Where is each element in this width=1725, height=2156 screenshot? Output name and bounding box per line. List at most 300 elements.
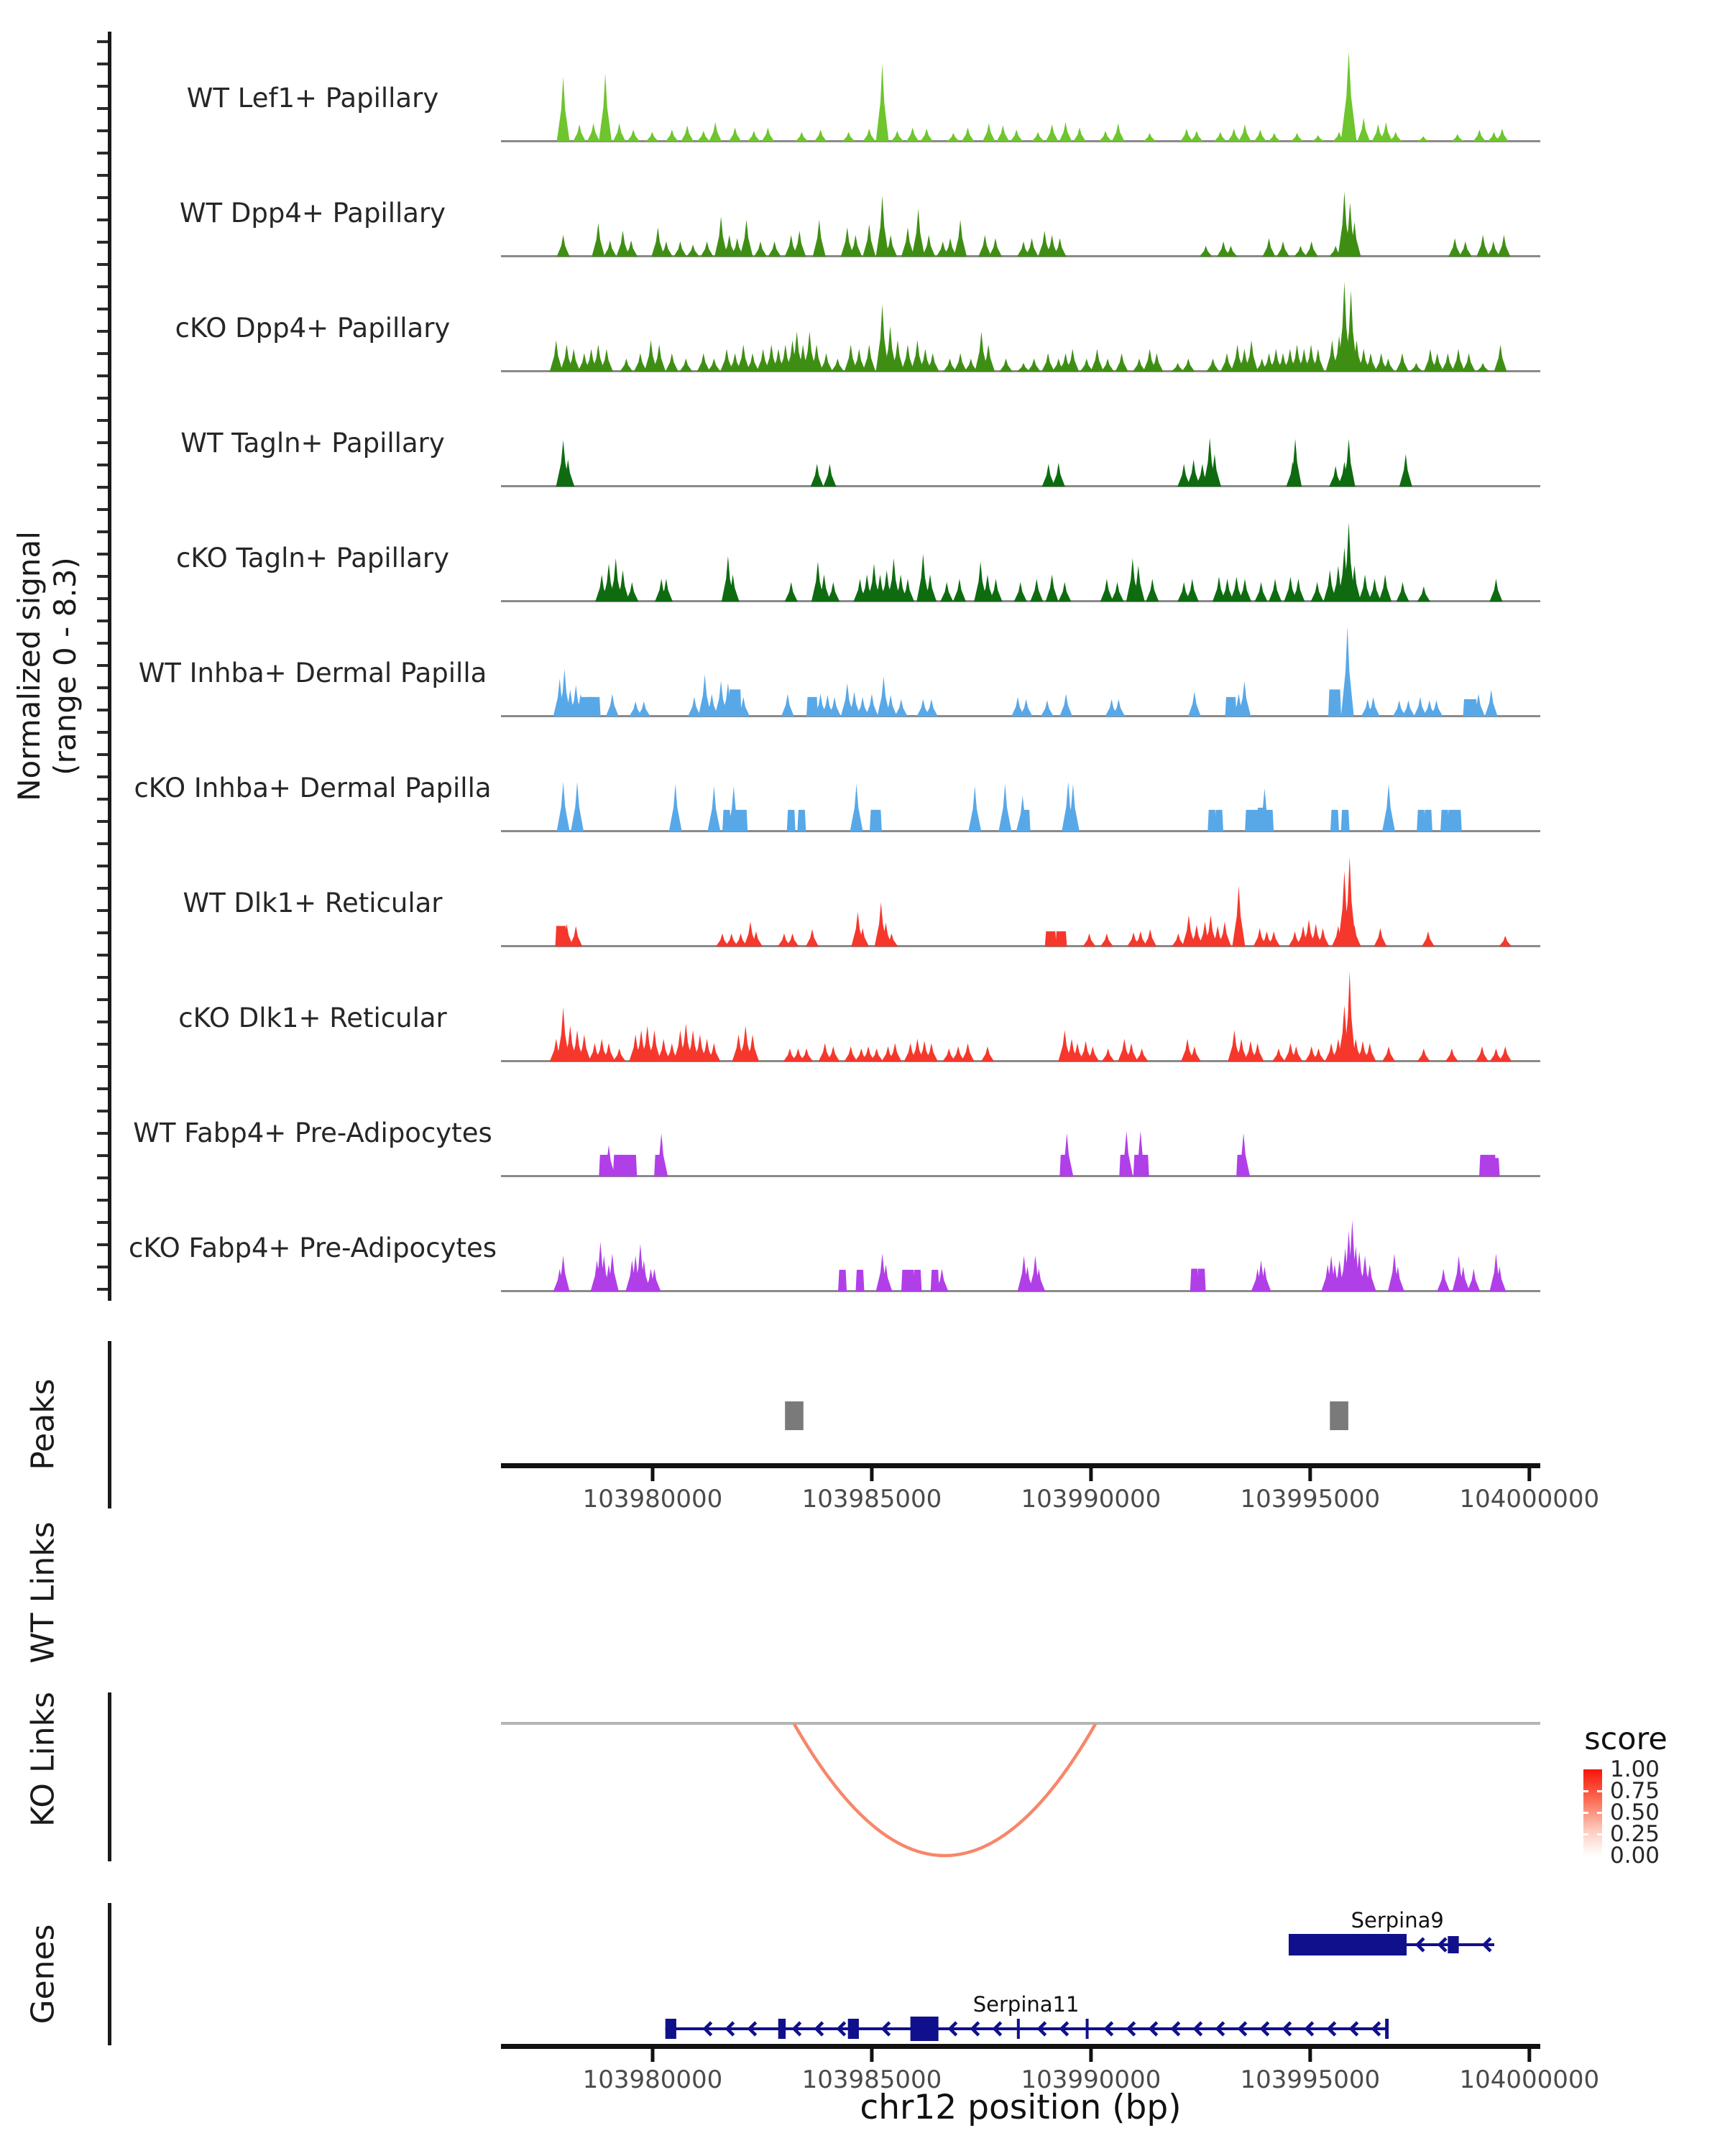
genomic-axis-tick (650, 2049, 654, 2062)
coverage-peak (827, 582, 840, 602)
coverage-peak (688, 697, 701, 717)
coverage-peak (1276, 241, 1289, 257)
signal-y-axis-tick (97, 40, 108, 43)
coverage-peak (1402, 700, 1414, 717)
coverage-peak (1409, 363, 1422, 372)
gene-exon (1086, 2019, 1089, 2039)
coverage-peak (1453, 810, 1462, 831)
coverage-peak (625, 240, 638, 257)
coverage-peak (707, 786, 720, 831)
signal-y-axis-tick (97, 530, 108, 533)
coverage-peak (1263, 238, 1276, 257)
coverage-peak (793, 231, 806, 257)
section-label-ko-links: KO Links (24, 1691, 62, 1828)
coverage-peak (1358, 574, 1371, 602)
coverage-peak (785, 582, 798, 602)
signal-y-axis-tick (97, 441, 108, 444)
coverage-peak (1476, 363, 1489, 372)
gene-exon (666, 2019, 676, 2039)
signal-y-axis-tick (97, 976, 108, 979)
coverage-peak (1014, 582, 1027, 602)
coverage-peak (1054, 238, 1067, 257)
legend-bar-tick (1583, 1812, 1588, 1814)
section-label-genes: Genes (24, 1924, 62, 2024)
genomic-axis-tick (650, 1468, 654, 1481)
coverage-peak (1344, 972, 1356, 1061)
genomic-axis-tick (1308, 2049, 1312, 2062)
coverage-peak (842, 132, 855, 142)
coverage-peak (1389, 132, 1402, 142)
signal-y-axis-tick (97, 1065, 108, 1068)
coverage-peak (1042, 464, 1055, 487)
coverage-peak (845, 1046, 857, 1061)
coverage-peak (627, 129, 640, 142)
coverage-peak (962, 127, 975, 142)
coverage-peak (1448, 238, 1461, 257)
coverage-peak (613, 123, 626, 142)
coverage-peak (1272, 1049, 1285, 1061)
legend-bar-tick (1583, 1790, 1588, 1792)
legend-title: score (1584, 1721, 1668, 1757)
signal-y-axis-tick (97, 887, 108, 890)
coverage-peak (1238, 579, 1251, 602)
coverage-peak (1144, 929, 1156, 946)
coverage-peak (645, 132, 658, 142)
peaks-section-bracket (108, 1341, 111, 1508)
y-axis-title (12, 531, 83, 801)
coverage-peak (592, 223, 604, 257)
coverage-peak (888, 1043, 901, 1061)
coverage-peak (1030, 579, 1043, 602)
ko-links-section-bracket (108, 1692, 111, 1861)
signal-y-axis-tick (97, 464, 108, 466)
coverage-peak (739, 810, 748, 831)
coverage-peak (1133, 359, 1146, 372)
coverage-peak (1182, 359, 1195, 372)
signal-y-axis-tick (97, 575, 108, 578)
coverage-peak (1251, 1043, 1264, 1061)
coverage-peak (1499, 1046, 1512, 1061)
coverage-peak (1228, 129, 1241, 142)
gene-exon (1017, 2019, 1020, 2039)
coverage-peak (1357, 118, 1370, 142)
coverage-peak (912, 209, 925, 257)
coverage-peak (1268, 133, 1281, 142)
coverage-peak (606, 694, 619, 717)
gene-body (666, 2027, 1389, 2030)
signal-y-axis-tick (97, 597, 108, 600)
y-axis-title-line1: Normalized signal (12, 531, 47, 801)
track-label: WT Fabp4+ Pre-Adipocytes (133, 1118, 492, 1148)
coverage-peak (1172, 934, 1184, 946)
signal-y-axis-tick (97, 753, 108, 756)
coverage-peak (600, 349, 613, 372)
coverage-peak (1080, 359, 1093, 372)
coverage-peak (1397, 582, 1409, 602)
coverage-peak (855, 1270, 864, 1291)
coverage-peak (557, 77, 570, 142)
coverage-peak (968, 786, 981, 831)
genomic-axis-line (501, 1463, 1540, 1468)
genomic-axis-tick (870, 2049, 873, 2062)
signal-y-axis-tick (97, 1288, 108, 1291)
signal-y-axis-tick (97, 330, 108, 333)
coverage-peak (1082, 934, 1095, 946)
track-label: cKO Dpp4+ Papillary (175, 313, 451, 344)
track-baseline (501, 485, 1540, 487)
coverage-peak (697, 131, 710, 142)
signal-y-axis-tick (97, 1087, 108, 1090)
genomic-axis-tick (1089, 1468, 1092, 1481)
signal-y-axis-tick (97, 954, 108, 957)
genomic-axis-line (501, 2044, 1540, 2049)
coverage-peak (1139, 1155, 1149, 1176)
coverage-peak (978, 235, 991, 257)
gene-label: Serpina9 (1351, 1908, 1444, 1932)
coverage-peak (666, 353, 678, 372)
coverage-peak (1374, 928, 1386, 946)
coverage-peak (768, 241, 781, 257)
coverage-peak (1100, 934, 1113, 946)
gene-exon (1289, 1934, 1407, 1955)
legend-bar-tick (1597, 1812, 1602, 1814)
coverage-peak (1055, 931, 1067, 946)
coverage-peak (1046, 574, 1059, 602)
x-axis-title: chr12 position (bp) (860, 2088, 1182, 2127)
coverage-peak (1073, 127, 1086, 142)
coverage-peak (953, 579, 966, 602)
coverage-peak (729, 127, 742, 142)
signal-y-axis-tick (97, 152, 108, 155)
coverage-peak (1417, 586, 1430, 602)
coverage-peak (1379, 574, 1392, 602)
coverage-peak (926, 353, 939, 372)
link-arc (794, 1724, 1095, 1856)
genomic-axis-tick-label: 103990000 (1021, 1485, 1162, 1514)
signal-y-axis-tick (97, 709, 108, 711)
coverage-peak (990, 579, 1003, 602)
signal-y-axis-tick (97, 107, 108, 110)
genomic-axis-tick (870, 1468, 873, 1481)
coverage-peak (828, 697, 841, 717)
coverage-peak (1328, 689, 1341, 717)
coverage-peak (740, 220, 753, 257)
signal-y-axis-tick (97, 174, 108, 177)
signal-y-axis-tick (97, 842, 108, 845)
genomic-axis-tick-label: 103985000 (801, 1485, 942, 1514)
coverage-peak (1116, 353, 1128, 372)
coverage-peak (1305, 241, 1318, 257)
coverage-peak (709, 122, 722, 142)
coverage-peak (707, 359, 720, 372)
track-label: WT Tagln+ Papillary (180, 428, 445, 459)
signal-y-axis-tick (97, 285, 108, 288)
coverage-peak (1490, 1158, 1500, 1176)
coverage-peak (627, 1155, 637, 1176)
signal-y-axis-tick (97, 553, 108, 556)
gene-exon (1448, 1936, 1458, 1953)
signal-y-axis-tick (97, 909, 108, 912)
coverage-peak (669, 784, 682, 831)
coverage-peak (1245, 340, 1258, 372)
legend-bar-tick (1597, 1790, 1602, 1792)
signal-y-axis-tick (97, 308, 108, 310)
coverage-peak (1476, 235, 1489, 257)
coverage-peak (940, 582, 953, 602)
coverage-peak (996, 125, 1009, 142)
genomic-axis-tick-label: 103990000 (1021, 2065, 1162, 2094)
coverage-peak (638, 701, 650, 717)
signal-y-axis-tick (97, 798, 108, 801)
coverage-peak (1417, 1049, 1430, 1061)
coverage-peak (925, 699, 938, 717)
coverage-peak (1311, 582, 1324, 602)
coverage-peak (1265, 810, 1274, 831)
gene-exon (911, 2017, 939, 2041)
coverage-peak (1022, 810, 1031, 831)
track-label: cKO Inhba+ Dermal Papilla (134, 773, 492, 803)
coverage-peak (1144, 133, 1156, 142)
signal-y-axis-tick (97, 1176, 108, 1179)
signal-y-axis-tick (97, 218, 108, 221)
coverage-peak (679, 359, 692, 372)
coverage-peak (1254, 129, 1266, 142)
genes-section-bracket (108, 1903, 111, 2045)
signal-y-axis-tick (97, 686, 108, 689)
genomic-axis-tick-label: 103995000 (1240, 2065, 1381, 2094)
coverage-peak (797, 810, 806, 831)
coverage-peak (1190, 131, 1203, 142)
coverage-peak (586, 697, 601, 717)
coverage-peak (873, 810, 882, 831)
signal-y-axis-tick (97, 731, 108, 734)
coverage-peak (891, 131, 903, 142)
signal-y-axis-tick (97, 85, 108, 88)
coverage-peak (571, 782, 584, 831)
signal-y-axis-tick (97, 1110, 108, 1112)
coverage-peak (587, 123, 600, 142)
genomic-axis-tick-label: 103980000 (582, 1485, 723, 1514)
gene-exon (778, 2019, 786, 2039)
signal-y-axis-tick (97, 865, 108, 867)
coverage-peak (1000, 359, 1013, 372)
coverage-peak (906, 127, 919, 142)
genomic-axis-tick-label: 104000000 (1459, 1485, 1600, 1514)
genomic-axis-tick (1308, 1468, 1312, 1481)
coverage-peak (1041, 700, 1054, 717)
coverage-peak (1437, 1268, 1450, 1291)
coverage-peak (862, 224, 875, 257)
coverage-peak (1186, 579, 1199, 602)
signal-y-axis-tick (97, 129, 108, 132)
coverage-peak (557, 782, 570, 831)
coverage-peak (1451, 134, 1464, 142)
coverage-peak (1112, 699, 1125, 717)
coverage-peak (876, 64, 889, 142)
coverage-peak (813, 220, 826, 257)
genomic-axis-tick-label: 104000000 (1459, 2065, 1600, 2094)
coverage-peak (981, 1046, 994, 1061)
coverage-peak (1020, 699, 1033, 717)
coverage-peak (781, 694, 794, 717)
coverage-peak (653, 344, 666, 372)
legend-tick-label: 1.00 (1610, 1756, 1660, 1782)
coverage-peak (1269, 579, 1282, 602)
genomic-axis-tick (1089, 2049, 1092, 2062)
coverage-peak (1180, 129, 1193, 142)
coverage-peak (1422, 931, 1435, 946)
coverage-peak (920, 129, 933, 142)
coverage-peak (686, 244, 699, 257)
coverage-peak (895, 699, 908, 717)
coverage-peak (820, 353, 833, 372)
coverage-peak (1028, 359, 1041, 372)
coverage-peak (1214, 132, 1227, 142)
coverage-peak (557, 1256, 570, 1291)
track-label: cKO Tagln+ Papillary (175, 543, 450, 573)
coverage-peak (573, 124, 586, 142)
coverage-peak (954, 353, 967, 372)
coverage-peak (1341, 52, 1357, 142)
coverage-peak (1059, 694, 1072, 717)
coverage-peak (800, 1049, 813, 1061)
coverage-peak (913, 1270, 921, 1291)
signal-y-axis-tick (97, 1199, 108, 1202)
legend-bar-tick (1583, 1833, 1588, 1835)
coverage-peak (1312, 135, 1325, 142)
coverage-peak (862, 129, 875, 142)
coverage-peak (1058, 582, 1071, 602)
genomic-axis-tick-label: 103995000 (1240, 1485, 1381, 1514)
legend-bar-tick (1597, 1833, 1602, 1835)
coverage-peak (1215, 810, 1223, 831)
coverage-peak (998, 784, 1011, 831)
signal-y-axis-tick (97, 1266, 108, 1268)
gene-exon (1385, 2019, 1389, 2039)
coverage-peak (748, 131, 760, 142)
signal-y-axis-tick (97, 1154, 108, 1157)
coverage-peak (1487, 241, 1500, 257)
coverage-peak (1232, 886, 1245, 946)
signal-y-axis-tick (97, 486, 108, 489)
coverage-peak (604, 240, 617, 257)
signal-y-axis-tick (97, 63, 108, 65)
track-label: WT Dlk1+ Reticular (183, 888, 443, 918)
coverage-peak (1476, 1046, 1489, 1061)
coverage-peak (823, 464, 836, 487)
coverage-peak (787, 810, 796, 831)
coverage-peak (852, 349, 865, 372)
coverage-peak (1399, 454, 1412, 487)
coverage-peak (827, 1046, 840, 1061)
track-label: cKO Fabp4+ Pre-Adipocytes (128, 1233, 497, 1263)
coverage-peak (1052, 463, 1065, 487)
coverage-peak (1220, 353, 1233, 372)
coverage-peak (1430, 700, 1443, 717)
coverage-peak (681, 125, 694, 142)
signal-y-axis-tick (97, 196, 108, 199)
coverage-peak (1368, 579, 1381, 602)
coverage-peak (1330, 810, 1339, 831)
coverage-peak (550, 340, 563, 372)
coverage-peak (599, 73, 612, 142)
signal-y-axis-tick (97, 1043, 108, 1046)
legend-tick-label: 0.50 (1610, 1800, 1660, 1825)
coverage-peak (625, 582, 638, 602)
coverage-peak (1100, 579, 1113, 602)
coverage-peak (983, 123, 995, 142)
coverage-peak (901, 227, 914, 257)
coverage-peak (1289, 439, 1302, 487)
coverage-peak (850, 784, 863, 831)
coverage-peak (1417, 136, 1430, 142)
coverage-peak (1294, 246, 1307, 257)
coverage-peak (1046, 124, 1059, 142)
coverage-peak (1218, 921, 1231, 946)
coverage-peak (876, 196, 889, 257)
signal-y-axis-tick (97, 352, 108, 355)
signal-y-axis-tick (97, 1132, 108, 1135)
signal-y-axis-tick (97, 931, 108, 934)
coverage-peak (1146, 579, 1159, 602)
coverage-peak (557, 235, 570, 257)
genomic-axis-tick-label: 103980000 (582, 2065, 723, 2094)
coverage-peak (1197, 1268, 1206, 1291)
coverage-peak (1499, 936, 1512, 946)
coverage-peak (1463, 353, 1476, 372)
coverage-peak (1379, 122, 1392, 142)
coverage-peak (1045, 931, 1057, 946)
coverage-peak (870, 1049, 883, 1061)
coverage-peak (754, 241, 767, 257)
signal-y-axis-tick (97, 664, 108, 667)
signal-y-axis-tick (97, 263, 108, 266)
coverage-peak (1172, 363, 1184, 372)
legend-tick-label: 0.25 (1610, 1821, 1660, 1847)
coverage-peak (1200, 246, 1213, 257)
legend-tick-label: 0.75 (1610, 1778, 1660, 1804)
coverage-peak (746, 353, 759, 372)
coverage-peak (1396, 353, 1409, 372)
coverage-peak (1066, 349, 1079, 372)
coverage-peak (947, 133, 960, 142)
ko-links-baseline (501, 1722, 1540, 1725)
coverage-peak (1441, 353, 1454, 372)
coverage-peak (1238, 681, 1251, 717)
signal-y-axis-tick (97, 998, 108, 1001)
coverage-peak (1206, 359, 1219, 372)
coverage-peak (1112, 123, 1125, 142)
coverage-peak (1467, 1268, 1480, 1291)
coverage-peak (1120, 1131, 1133, 1176)
coverage-peak (989, 238, 1002, 257)
coverage-peak (838, 1270, 847, 1291)
coverage-peak (1473, 129, 1486, 142)
coverage-peak (862, 344, 875, 372)
coverage-peak (1017, 363, 1030, 372)
y-axis-title-line2: (range 0 - 8.3) (47, 557, 83, 775)
coverage-peak (811, 464, 824, 487)
coverage-peak (666, 129, 678, 142)
coverage-peak (701, 241, 714, 257)
coverage-peak (922, 235, 935, 257)
coverage-peak (1382, 784, 1395, 831)
coverage-peak (849, 235, 862, 257)
peak-region (1330, 1401, 1348, 1430)
legend-tick-label: 0.00 (1610, 1843, 1660, 1869)
track-label: WT Dpp4+ Papillary (179, 198, 446, 229)
coverage-peak (795, 132, 808, 142)
